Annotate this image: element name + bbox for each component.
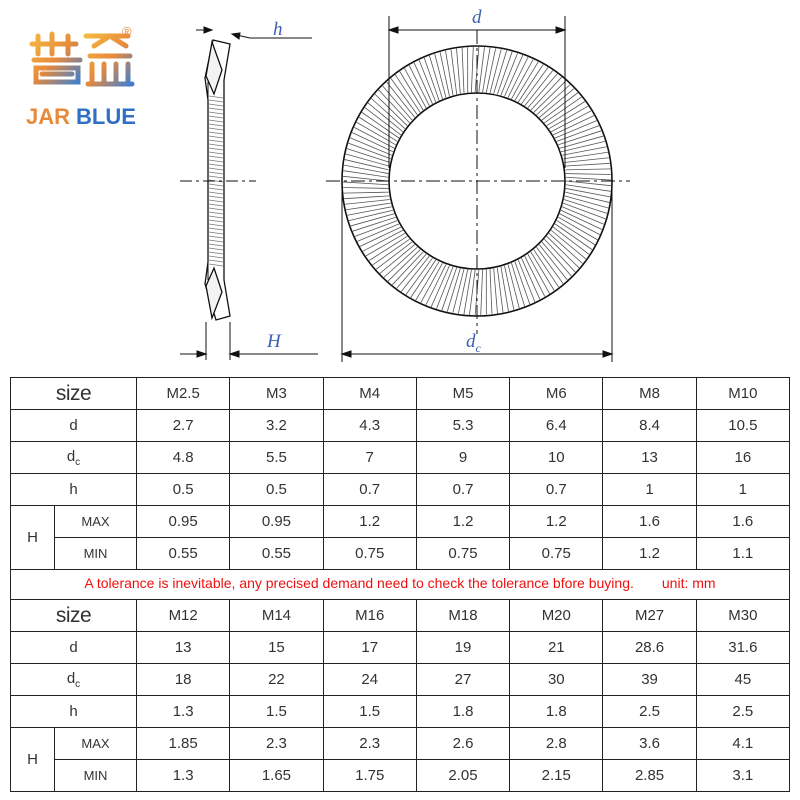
table-cell: 18 (137, 664, 230, 696)
row-label-H: H (11, 728, 55, 792)
table-cell: 13 (603, 442, 696, 474)
row-label-h: h (11, 474, 137, 506)
table-cell: 2.3 (230, 728, 323, 760)
table-cell: 1 (696, 474, 789, 506)
washer-side-view (180, 40, 256, 320)
table-cell: 4.1 (696, 728, 789, 760)
label-dc: $d_c$ (466, 331, 481, 355)
spec-table-large (10, 599, 790, 792)
table-cell: 2.85 (603, 760, 696, 792)
row-label-h: h (11, 696, 137, 728)
table-row (11, 410, 790, 442)
table-cell: 1.3 (137, 760, 230, 792)
table-row (11, 600, 790, 632)
table-cell: 8.4 (603, 410, 696, 442)
table-cell: 10 (510, 442, 603, 474)
row-label-max: MAX (55, 728, 137, 760)
table-cell: 22 (230, 664, 323, 696)
size-cell: M4 (323, 378, 416, 410)
table-row (11, 664, 790, 696)
table-cell: 1.6 (603, 506, 696, 538)
table-cell: 1.5 (230, 696, 323, 728)
table-cell: 2.05 (416, 760, 509, 792)
H-dimension (180, 322, 318, 360)
logo-text-jar: JAR (26, 104, 71, 129)
table-cell: 1.65 (230, 760, 323, 792)
table-cell: 21 (510, 632, 603, 664)
table-cell: 0.95 (230, 506, 323, 538)
logo-text-blue: BLUE (76, 104, 136, 129)
spec-table-small (10, 377, 790, 570)
size-cell: M16 (323, 600, 416, 632)
table-cell: 2.15 (510, 760, 603, 792)
table-cell: 5.3 (416, 410, 509, 442)
row-label-d: d (11, 632, 137, 664)
table-cell: 2.5 (696, 696, 789, 728)
table-cell: 15 (230, 632, 323, 664)
table-cell: 28.6 (603, 632, 696, 664)
table-cell: 1.2 (416, 506, 509, 538)
table-row (11, 696, 790, 728)
table-cell: 1.2 (510, 506, 603, 538)
table-cell: 1 (603, 474, 696, 506)
label-h: h (273, 19, 283, 40)
table-cell: 0.55 (230, 538, 323, 570)
table-row (11, 442, 790, 474)
label-H: H (267, 331, 281, 352)
row-label-max: MAX (55, 506, 137, 538)
table-cell: 2.5 (603, 696, 696, 728)
table-cell: 0.7 (510, 474, 603, 506)
h-dimension (196, 27, 312, 39)
washer-front-view (326, 30, 630, 334)
table-cell: 0.75 (416, 538, 509, 570)
size-header: size (11, 600, 137, 632)
table-row (11, 378, 790, 410)
tolerance-text: A tolerance is inevitable, any precised demand need to check the tolerance bfore buying. (84, 575, 634, 591)
table-cell: 0.55 (137, 538, 230, 570)
size-cell: M30 (696, 600, 789, 632)
table-row (11, 760, 790, 792)
table-cell: 4.8 (137, 442, 230, 474)
table-cell: 2.6 (416, 728, 509, 760)
table-cell: 1.1 (696, 538, 789, 570)
row-label-H: H (11, 506, 55, 570)
unit-text: unit: mm (661, 575, 716, 591)
size-cell: M14 (230, 600, 323, 632)
table-cell: 30 (510, 664, 603, 696)
table-row (11, 728, 790, 760)
table-cell: 45 (696, 664, 789, 696)
table-cell: 1.85 (137, 728, 230, 760)
table-cell: 4.3 (323, 410, 416, 442)
size-cell: M5 (416, 378, 509, 410)
table-cell: 39 (603, 664, 696, 696)
table-cell: 9 (416, 442, 509, 474)
registered-mark: ® (122, 24, 132, 39)
table-cell: 3.1 (696, 760, 789, 792)
table-cell: 16 (696, 442, 789, 474)
table-cell: 10.5 (696, 410, 789, 442)
table-cell: 31.6 (696, 632, 789, 664)
table-cell: 6.4 (510, 410, 603, 442)
row-label-d: d (11, 410, 137, 442)
table-cell: 19 (416, 632, 509, 664)
size-cell: M3 (230, 378, 323, 410)
table-cell: 0.95 (137, 506, 230, 538)
table-cell: 0.5 (137, 474, 230, 506)
table-cell: 1.8 (510, 696, 603, 728)
table-cell: 3.6 (603, 728, 696, 760)
table-cell: 0.75 (323, 538, 416, 570)
table-cell: 1.2 (323, 506, 416, 538)
size-cell: M20 (510, 600, 603, 632)
table-cell: 2.7 (137, 410, 230, 442)
row-label-min: MIN (55, 760, 137, 792)
table-row (11, 474, 790, 506)
size-header: size (11, 378, 137, 410)
table-cell: 1.3 (137, 696, 230, 728)
row-label-dc: $d_c$ (11, 664, 137, 696)
table-cell: 17 (323, 632, 416, 664)
size-cell: M12 (137, 600, 230, 632)
table-cell: 1.8 (416, 696, 509, 728)
size-cell: M27 (603, 600, 696, 632)
table-cell: 0.5 (230, 474, 323, 506)
table-cell: 1.5 (323, 696, 416, 728)
row-label-min: MIN (55, 538, 137, 570)
washer-drawing (0, 0, 800, 370)
size-cell: M6 (510, 378, 603, 410)
size-cell: M18 (416, 600, 509, 632)
size-cell: M10 (696, 378, 789, 410)
table-cell: 5.5 (230, 442, 323, 474)
table-cell: 3.2 (230, 410, 323, 442)
tolerance-note (10, 567, 790, 599)
table-cell: 13 (137, 632, 230, 664)
table-cell: 2.3 (323, 728, 416, 760)
size-cell: M2.5 (137, 378, 230, 410)
table-cell: 1.6 (696, 506, 789, 538)
size-cell: M8 (603, 378, 696, 410)
table-row (11, 506, 790, 538)
label-d: d (472, 7, 482, 28)
row-label-dc: $d_c$ (11, 442, 137, 474)
table-cell: 27 (416, 664, 509, 696)
table-row (11, 632, 790, 664)
table-cell: 1.75 (323, 760, 416, 792)
table-cell: 2.8 (510, 728, 603, 760)
table-cell: 0.7 (416, 474, 509, 506)
table-cell: 1.2 (603, 538, 696, 570)
table-cell: 0.75 (510, 538, 603, 570)
table-cell: 24 (323, 664, 416, 696)
table-cell: 0.7 (323, 474, 416, 506)
table-row (11, 538, 790, 570)
table-cell: 7 (323, 442, 416, 474)
